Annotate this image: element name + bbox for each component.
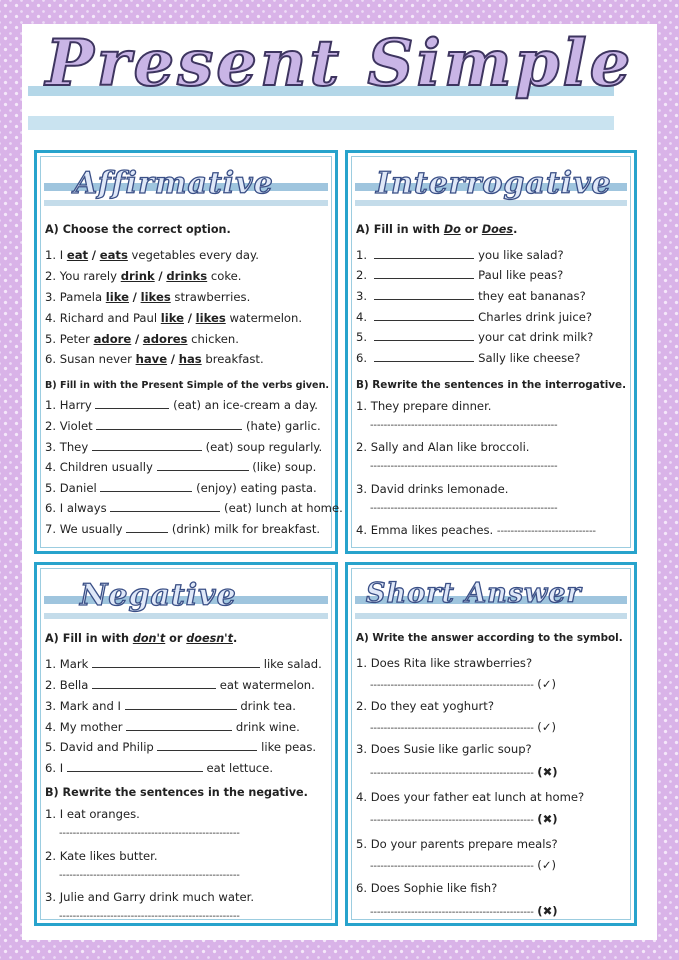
answer-line[interactable]: ----------------------------------------------------- xyxy=(59,911,240,922)
answer-blank[interactable] xyxy=(374,311,474,321)
answer-blank[interactable] xyxy=(92,441,202,451)
answer-blank[interactable] xyxy=(126,721,232,731)
title-band-bottom xyxy=(28,116,614,130)
answer-line[interactable]: ------------------------------------------------ xyxy=(370,815,534,826)
list-item: 2. You rarely drink / drinks coke. xyxy=(45,269,242,283)
affirmative-heading: Affirmative xyxy=(74,166,274,201)
answer-blank[interactable] xyxy=(67,762,203,772)
list-item: 6. I always (eat) lunch at home. xyxy=(45,501,343,515)
list-item: 3. Julie and Garry drink much water. xyxy=(45,890,255,904)
cross-icon: (✖) xyxy=(537,904,558,918)
list-item: 3. Does Susie like garlic soup? xyxy=(356,742,532,756)
list-item: 4. Does your father eat lunch at home? xyxy=(356,790,585,804)
negative-heading: Negative xyxy=(80,578,237,613)
answer-blank[interactable] xyxy=(374,249,474,259)
answer-line[interactable]: ------------------------------------------------ xyxy=(370,861,534,872)
answer-row xyxy=(370,812,558,826)
list-item: 5. David and Philip like peas. xyxy=(45,740,317,754)
answer-row xyxy=(370,720,556,734)
interrogative-a-instruction: A) Fill in with Do or Does. xyxy=(356,223,518,236)
list-item: 1. Harry (eat) an ice-cream a day. xyxy=(45,398,318,412)
answer-row xyxy=(370,858,556,872)
answer-blank[interactable] xyxy=(374,352,474,362)
list-item: 2. Do they eat yoghurt? xyxy=(356,699,494,713)
answer-blank[interactable] xyxy=(92,658,260,668)
affirmative-b-instruction: B) Fill in with the Present Simple of the verbs given. xyxy=(45,380,330,391)
list-item: 4. Charles drink juice? xyxy=(356,310,593,324)
list-item: 3. they eat bananas? xyxy=(356,289,586,303)
answer-row xyxy=(370,765,558,779)
answer-line[interactable]: ----------------------------------------------------- xyxy=(59,828,240,839)
list-item: 3. They (eat) soup regularly. xyxy=(45,440,323,454)
list-item: 1. Mark like salad. xyxy=(45,657,322,671)
check-icon: (✓) xyxy=(537,720,557,734)
list-item: 6. Does Sophie like fish? xyxy=(356,881,498,895)
list-item: 3. David drinks lemonade. xyxy=(356,482,509,496)
short-answer-instruction: A) Write the answer according to the symbol. xyxy=(356,632,623,644)
list-item: 3. Mark and I drink tea. xyxy=(45,699,296,713)
list-item: 3. Pamela like / likes strawberries. xyxy=(45,290,251,304)
list-item: 1. you like salad? xyxy=(356,248,564,262)
affirmative-a-instruction: A) Choose the correct option. xyxy=(45,223,231,236)
list-item: 2. Violet (hate) garlic. xyxy=(45,419,321,433)
list-item: 6. Susan never have / has breakfast. xyxy=(45,352,264,366)
answer-line[interactable]: ------------------------------------------------------- xyxy=(370,420,558,431)
answer-blank[interactable] xyxy=(374,331,474,341)
answer-blank[interactable] xyxy=(96,420,242,430)
cross-icon: (✖) xyxy=(537,812,558,826)
list-item: 6. Sally like cheese? xyxy=(356,351,581,365)
answer-blank[interactable] xyxy=(374,290,474,300)
list-item: 2. Sally and Alan like broccoli. xyxy=(356,440,530,454)
answer-blank[interactable] xyxy=(157,741,257,751)
list-item: 5. Peter adore / adores chicken. xyxy=(45,332,239,346)
answer-blank[interactable] xyxy=(126,523,168,533)
list-item: 5. Daniel (enjoy) eating pasta. xyxy=(45,481,317,495)
answer-blank[interactable] xyxy=(92,679,216,689)
check-icon: (✓) xyxy=(537,858,557,872)
list-item: 4. Richard and Paul like / likes watermelon. xyxy=(45,311,303,325)
list-item: 1. Does Rita like strawberries? xyxy=(356,656,533,670)
answer-line[interactable]: ------------------------------------------------ xyxy=(370,723,534,734)
list-item: 4. Emma likes peaches. ----------------------------- xyxy=(356,523,596,537)
list-item: 6. I eat lettuce. xyxy=(45,761,274,775)
list-item: 4. My mother drink wine. xyxy=(45,720,300,734)
list-item: 1. They prepare dinner. xyxy=(356,399,492,413)
answer-line[interactable]: ------------------------------------------------ xyxy=(370,680,534,691)
list-item: 2. Bella eat watermelon. xyxy=(45,678,315,692)
list-item: 7. We usually (drink) milk for breakfast. xyxy=(45,522,321,536)
answer-line[interactable]: ----------------------------- xyxy=(496,526,596,537)
cross-icon: (✖) xyxy=(537,765,558,779)
answer-line[interactable]: ----------------------------------------------------- xyxy=(59,870,240,881)
negative-a-instruction: A) Fill in with don't or doesn't. xyxy=(45,632,238,645)
answer-blank[interactable] xyxy=(95,399,169,409)
list-item: 1. I eat oranges. xyxy=(45,807,140,821)
answer-row xyxy=(370,677,556,691)
answer-line[interactable]: ------------------------------------------------------- xyxy=(370,503,558,514)
answer-line[interactable]: ------------------------------------------------------- xyxy=(370,461,558,472)
interrogative-heading: Interrogative xyxy=(376,166,612,201)
answer-blank[interactable] xyxy=(100,482,192,492)
negative-b-instruction: B) Rewrite the sentences in the negative. xyxy=(45,786,308,799)
answer-blank[interactable] xyxy=(374,269,474,279)
check-icon: (✓) xyxy=(537,677,557,691)
answer-row xyxy=(370,904,558,918)
list-item: 4. Children usually (like) soup. xyxy=(45,460,317,474)
answer-line[interactable]: ------------------------------------------------ xyxy=(370,907,534,918)
interrogative-b-instruction: B) Rewrite the sentences in the interrogative. xyxy=(356,379,627,391)
answer-blank[interactable] xyxy=(125,700,237,710)
list-item: 1. I eat / eats vegetables every day. xyxy=(45,248,259,262)
answer-line[interactable]: ------------------------------------------------ xyxy=(370,768,534,779)
answer-blank[interactable] xyxy=(110,502,220,512)
list-item: 5. Do your parents prepare meals? xyxy=(356,837,558,851)
page-title: Present Simple xyxy=(45,26,634,101)
list-item: 5. your cat drink milk? xyxy=(356,330,594,344)
answer-blank[interactable] xyxy=(157,461,249,471)
short-answer-heading: Short Answer xyxy=(366,578,582,609)
list-item: 2. Kate likes butter. xyxy=(45,849,158,863)
list-item: 2. Paul like peas? xyxy=(356,268,564,282)
